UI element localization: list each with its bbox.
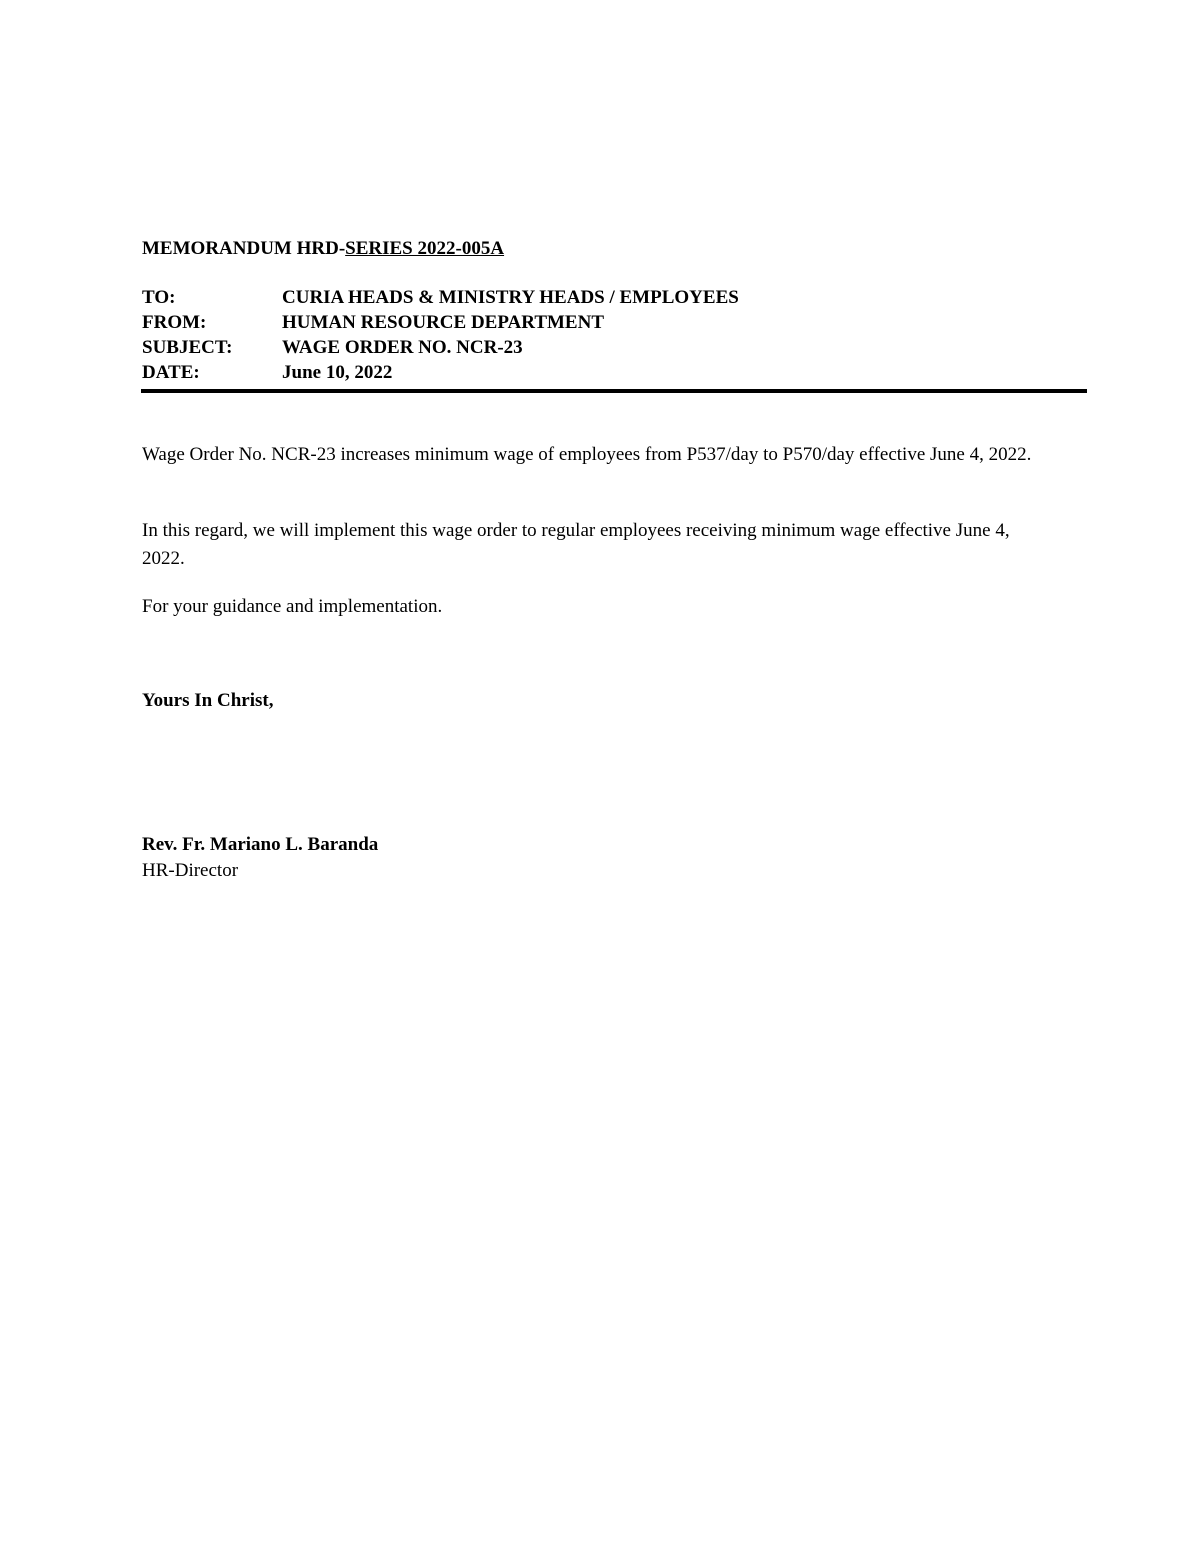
closing-salutation: Yours In Christ, [142,690,274,711]
signatory-title: HR-Director [142,860,239,881]
from-label: FROM: [142,312,207,333]
subject-value: WAGE ORDER NO. NCR-23 [282,337,523,358]
to-value: CURIA HEADS & MINISTRY HEADS / EMPLOYEES [282,287,739,308]
header-divider [141,389,1087,393]
memo-title-prefix: MEMORANDUM HRD- [142,238,346,259]
body-paragraph-3: For your guidance and implementation. [142,596,443,617]
body-paragraph-1: Wage Order No. NCR-23 increases minimum wage of employees from P537/day to P570/day effective June 4, 2022. [142,444,1032,465]
signatory-name: Rev. Fr. Mariano L. Baranda [142,834,379,855]
memo-title-series: SERIES 2022-005A [345,238,505,259]
from-value: HUMAN RESOURCE DEPARTMENT [282,312,604,333]
date-value: June 10, 2022 [282,362,393,383]
body-paragraph-2: In this regard, we will implement this wage order to regular employees receiving minimum wage effective June 4, 2022. [142,520,1010,569]
memo-title [142,238,504,260]
subject-label: SUBJECT: [142,337,233,358]
date-label: DATE: [142,362,200,383]
to-label: TO: [142,287,176,308]
